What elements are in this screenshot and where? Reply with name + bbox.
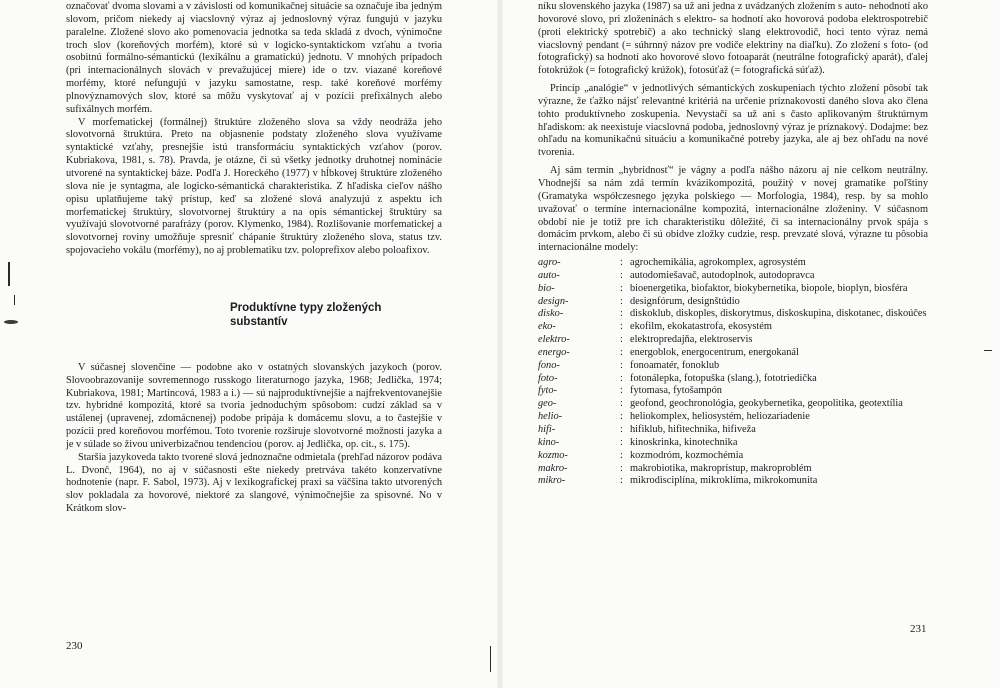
list-item xyxy=(538,360,928,373)
list-item-prefix: design- xyxy=(538,295,569,307)
list-item-colon: : xyxy=(620,436,623,448)
list-item-examples: designfórum, designštúdio xyxy=(630,295,740,307)
left-paragraph-4: Staršia jazykoveda takto tvorené slová jednoznačne odmietala (prehľad názorov podáva L. Dvonč, 1964), no aj v súčasnosti ešte niekedy pretrváva takéto konzervatívne hodnotenie (napr. F. Sabol, 1973). Aj v lexikografickej praxi sa väčšina takto utvorených slov pokladala za hovorové, niektoré za slangové, výnimočnejšie za spisovné. No v Krátkom slov- xyxy=(66,451,442,515)
list-item-examples: diskoklub, diskoples, diskorytmus, diskoskupina, diskotanec, diskoúčes xyxy=(630,308,927,320)
list-item-colon: : xyxy=(620,308,623,320)
list-item xyxy=(538,398,928,411)
list-item-prefix: disko- xyxy=(538,308,564,320)
list-item-prefix: eko- xyxy=(538,321,556,333)
list-item-prefix: geo- xyxy=(538,398,557,410)
list-item xyxy=(538,475,928,488)
list-item xyxy=(538,321,928,334)
list-item-colon: : xyxy=(620,462,623,474)
list-item-examples: hifiklub, hifitechnika, hifiveža xyxy=(630,424,756,435)
list-item-prefix: energo- xyxy=(538,346,570,358)
list-item-prefix: makro- xyxy=(538,462,568,474)
list-item xyxy=(538,257,928,270)
list-item-colon: : xyxy=(620,282,623,294)
list-item-examples: ekofilm, ekokatastrofa, ekosystém xyxy=(630,321,772,333)
list-item-prefix: fono- xyxy=(538,359,560,371)
list-item-colon: : xyxy=(620,269,623,281)
right-paragraph-2: Princíp „analógie“ v jednotlivých sémantických zoskupeniach týchto zložení pôsobí tak výrazne, že ťažko nájsť relevantné kritériá na určenie príznakovosti daného slova ako člena tohto produktívneho zoskupenia. Nevystačí sa už ani s často aplikovaným štruktúrnym hľadiskom: ak neexistuje viacslovná podoba, jednoslovný výraz je príznakový. Dodajme: bez ohľadu na komunikačnú situáciu a komunikačné potreby jazyka, ale aj bez ohľadu na nové tvorenia. xyxy=(538,83,928,159)
right-page-number: 231 xyxy=(910,623,927,635)
list-item-examples: fotonálepka, fotopuška (slang.), fototriedička xyxy=(630,372,817,384)
list-item-examples: fytomasa, fytošampón xyxy=(630,385,722,397)
list-item-colon: : xyxy=(620,385,623,397)
list-item-colon: : xyxy=(620,334,623,346)
list-item-examples: elektropredajňa, elektroservis xyxy=(630,334,753,346)
left-page-number: 230 xyxy=(66,640,83,652)
list-item xyxy=(538,283,928,296)
list-item-examples: heliokomplex, heliosystém, heliozariadenie xyxy=(630,411,810,423)
list-item-colon: : xyxy=(620,257,623,269)
list-item-prefix: elektro- xyxy=(538,334,570,346)
list-item-prefix: bio- xyxy=(538,282,555,294)
list-item xyxy=(538,463,928,476)
list-item-examples: agrochemikália, agrokomplex, agrosystém xyxy=(630,257,806,269)
list-item-prefix: mikro- xyxy=(538,475,566,487)
list-item-examples: energoblok, energocentrum, energokanál xyxy=(630,346,799,358)
list-item-examples: fonoamatér, fonoklub xyxy=(630,359,720,371)
list-item xyxy=(538,437,928,450)
left-paragraph-2: V morfematickej (formálnej) štruktúre zloženého slova sa vždy neodráža jeho slovotvorná štruktúra. Preto na objasnenie podstaty zloženého slova využívame syntaktické vzťahy, presnejšie istú transformáciu syntaktických vzťahov (porov. Kubriakova, 1981, s. 78). Pravda, je otázne, či sú všetky jednotky druhotnej nominácie utvorené na syntaktickej báze. Podľa J. Horeckého (1977) v hĺbkovej štruktúre zloženého slova nie je syntagma, ale logicko-sémantická charakteristika. Z hľadiska cieľov nášho opisu uplatňujeme taký prístup, keď sa zložené slová analyzujú z aspektu ich morfematickej štruktúry, slovotvornej štruktúry a na opis sémantickej štruktúry sa využívajú slovotvorné parafrázy (porov. Klymenko, 1984). Rozlišovanie morfematickej a slovotvornej roviny umožňuje spresniť chápanie štruktúry zloženého slova, status tzv. spojovacieho vokálu (morfémy), no aj problematiku tzv. poloprefixov alebo poloafixov. xyxy=(66,116,442,257)
list-item-examples: geofond, geochronológia, geokybernetika, geopolitika, geotextília xyxy=(630,398,903,410)
left-edge-smudge xyxy=(4,320,18,324)
list-item-prefix: kozmo- xyxy=(538,449,568,461)
gutter-line-mark xyxy=(490,646,491,672)
list-item xyxy=(538,424,928,437)
right-paragraph-3: Aj sám termín „hybridnosť“ je vágny a podľa nášho názoru aj nie celkom neutrálny. Vhodnejší sa nám zdá termín kvázikompozitá, použitý v novej gramatike poľštiny (Gramatyka współczesnego języka polskiego — Morfologia, 1984), resp. by sa mohlo uvažovať o termíne internacionálne kompozitá, internacionálne zloženiny. V súčasnom období nie je totiž pre ich charakteristiku dôležité, či sa internacionálny prvok spája s domácim prvkom, alebo či sú obidve zložky cudzie, resp. prevzaté slová, výrazne tu pôsobia internacionálne modely: xyxy=(538,165,928,254)
list-item-examples: bioenergetika, biofaktor, biokybernetika, biopole, bioplyn, biosféra xyxy=(630,282,908,294)
list-item xyxy=(538,411,928,424)
left-paragraph-1: označovať dvoma slovami a v závislosti od komunikačnej situácie sa označuje iba jedným slovom, pričom niekedy aj viacslovný výraz aj jednoslovný výraz fungujú v jazyku paralelne. Zložené slovo ako pomenovacia jednotka sa teda skladá z dvoch, výnimočne troch slov (koreňových morfém), ktoré sú v logicko-syntaktickom vzťahu a tvoria osobitnú formálno-sémantickú (lexikálnu a gramatickú) jednotu. V mnohých prípadoch (pri internacionálnych slovách v prevažujúcej miere) ide o tzv. viazané koreňové morfémy, ktoré nefungujú v jazyku samostatne, resp. také koreňové morfémy plnovýznamových slov, ktoré sa môžu vyskytovať aj v pozícii prefixálnych alebo sufixálnych morfém. xyxy=(66,1,442,115)
list-item-colon: : xyxy=(620,398,623,410)
right-paragraph-1: níku slovenského jazyka (1987) sa už ani jedna z uvádzaných zložením s auto- nehodnotí ako hovorové slovo, pri zloženinách s elektro- sa hodnotí ako hovorová podoba elektrospotrebič (proti elektrický spotrebič) a ako technický slang elektrovodič, hoci tento výraz nemá viacslovný pendant (= súhrnný názov pre vodiče elektriny na diaľku). Zo zložení s foto- (od fotografický) sa hodnotí ako hovorové slovo fotoaparát (neutrálne fotografický aparát), ďalej fotokrúžok (= fotografický krúžok), fotosúťaž (= fotografická súťaž). xyxy=(538,1,928,77)
list-item-examples: mikrodisciplína, mikroklíma, mikrokomunita xyxy=(630,475,818,487)
section-heading-line-2: substantív xyxy=(230,315,288,328)
list-item-prefix: kino- xyxy=(538,436,560,448)
left-text-column xyxy=(66,1,442,516)
list-item-colon: : xyxy=(620,411,623,423)
list-item-prefix: foto- xyxy=(538,372,558,384)
list-item-prefix: auto- xyxy=(538,269,560,281)
list-item xyxy=(538,308,928,321)
list-item-colon: : xyxy=(620,295,623,307)
list-item-colon: : xyxy=(620,475,623,487)
list-item-colon: : xyxy=(620,372,623,384)
left-paragraph-3: V súčasnej slovenčine — podobne ako v ostatných slovanských jazykoch (porov. Slovoobrazovanije sovremennogo russkogo literaturnogo jazyka, 1968; Jedlička, 1974; Kubriakova, 1981; Martincová, 1983 a i.) — sú najproduktívnejšie a najfrekventovanejšie tzv. hybridné kompozitá, ktoré sa tvoria jednoduchým spôsobom: cudzí základ sa v ustálenej (upravenej, zdomácnenej) podobe pripája k domácemu slovu, a to častejšie v pozícii pred koreňovou morfémou. Toto tvorenie rozširuje slovotvorné možnosti jazyka a je v súlade so živou univerbizačnou tendenciou (porov. aj Jedlička, op. cit., s. 175). xyxy=(66,361,442,450)
list-item-colon: : xyxy=(620,359,623,371)
list-item-colon: : xyxy=(620,321,623,333)
list-item xyxy=(538,296,928,309)
left-edge-mark-2 xyxy=(14,295,15,305)
list-item-prefix: hifi- xyxy=(538,424,556,435)
list-item-prefix: agro- xyxy=(538,257,561,269)
list-item xyxy=(538,334,928,347)
list-item xyxy=(538,385,928,398)
list-item-colon: : xyxy=(620,424,623,435)
right-page xyxy=(500,0,1000,688)
section-heading-line-1: Produktívne typy zložených xyxy=(230,301,382,314)
right-edge-mark xyxy=(984,350,992,351)
list-item-examples: kinoskrinka, kinotechnika xyxy=(630,436,738,448)
list-item-examples: makrobiotika, makroprístup, makroproblém xyxy=(630,462,812,474)
prefix-list xyxy=(538,257,928,488)
list-item-prefix: helio- xyxy=(538,411,563,423)
left-edge-mark xyxy=(8,262,10,286)
list-item-colon: : xyxy=(620,449,623,461)
list-item-colon: : xyxy=(620,346,623,358)
list-item-examples: kozmodróm, kozmochémia xyxy=(630,449,744,461)
list-item xyxy=(538,270,928,283)
list-item-examples: autodomiešavač, autodoplnok, autodopravca xyxy=(630,269,815,281)
list-item xyxy=(538,373,928,386)
section-heading xyxy=(230,301,442,329)
list-item-prefix: fyto- xyxy=(538,385,557,397)
right-text-column xyxy=(538,1,928,488)
list-item xyxy=(538,347,928,360)
list-item xyxy=(538,450,928,463)
